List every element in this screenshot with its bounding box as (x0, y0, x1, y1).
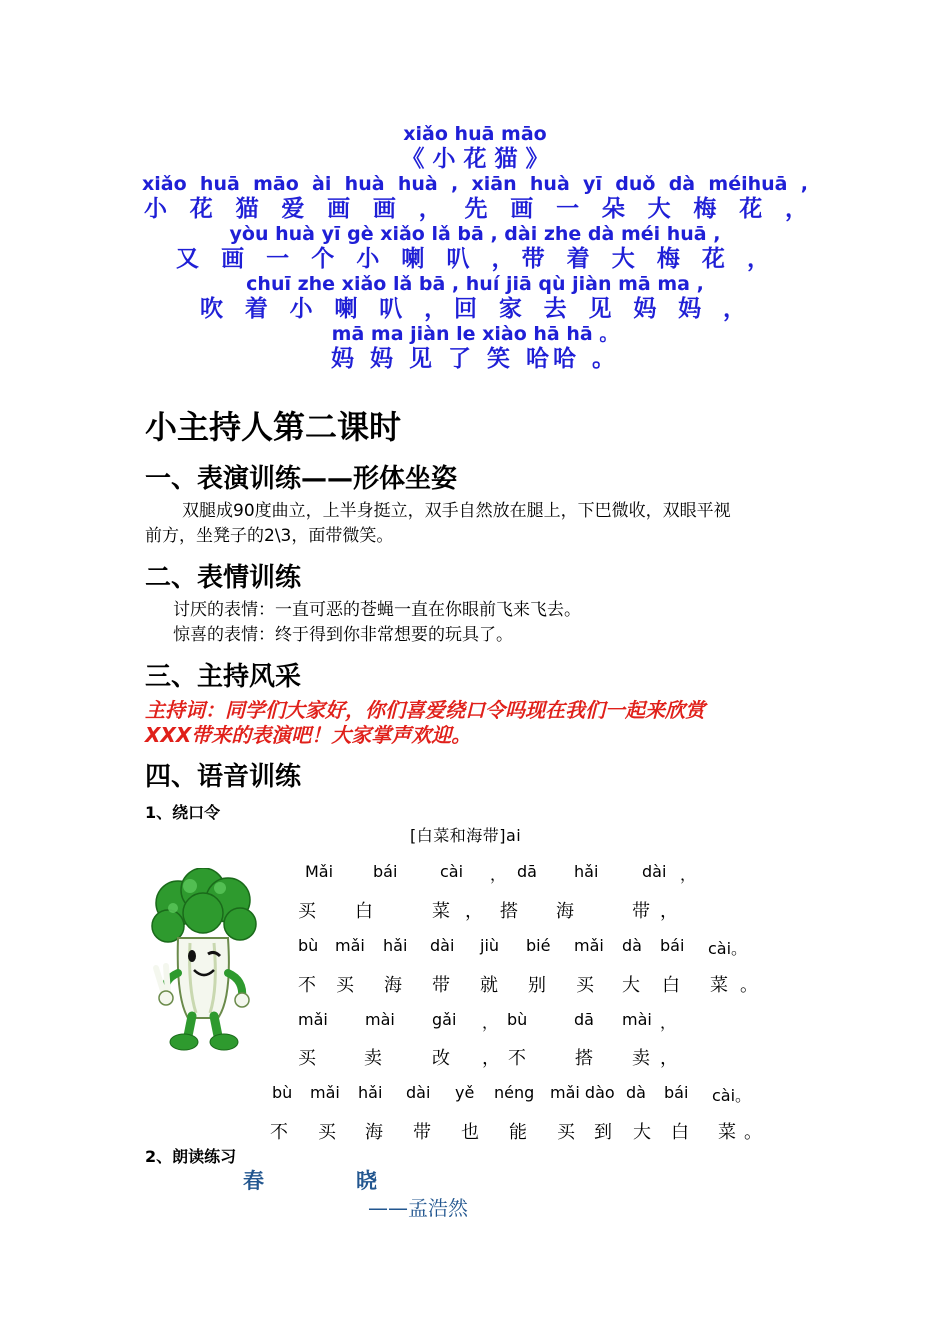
twister-char: 卖 (632, 1048, 650, 1069)
twister-char: 搭 (575, 1048, 593, 1069)
poem-title-pinyin: xiǎo huā māo (403, 123, 547, 145)
host-script-line-2: XXX带来的表演吧！大家掌声欢迎。 (145, 723, 472, 747)
twister-syllable: jiù (480, 936, 500, 955)
twister-char: 海 (556, 901, 574, 922)
twister-char: 买 (298, 1048, 316, 1069)
twister-char: 就 (480, 975, 498, 996)
twister-syllable: dài (406, 1083, 431, 1102)
twister-syllable: bù (298, 936, 319, 955)
cabbage-mascot-illustration (148, 868, 258, 1054)
twister-char: 买 (336, 975, 354, 996)
twister-syllable: néng (494, 1083, 535, 1102)
twister-char: 菜 (718, 1122, 736, 1143)
twister-syllable: cài (440, 862, 464, 881)
twister-char: 。 (740, 975, 758, 996)
section-2-heading: 二、表情训练 (145, 563, 302, 593)
twister-syllable: mài (622, 1010, 652, 1029)
twister-char: 买 (298, 901, 316, 922)
twister-char: 买 (318, 1122, 336, 1143)
twister-char: 别 (528, 975, 546, 996)
twister-char: ， (465, 901, 483, 922)
twister-char: 大 (622, 975, 640, 996)
twister-syllable: bù (507, 1010, 528, 1029)
section-1-line-2: 前方，坐凳子的2\3，面带微笑。 (145, 526, 394, 546)
twister-syllable: hǎi (574, 862, 599, 881)
tongue-twister-label: 1、绕口令 (145, 803, 221, 822)
section-1-heading: 一、表演训练——形体坐姿 (145, 464, 458, 494)
twister-syllable: gǎi (432, 1010, 457, 1029)
twister-char: ， (482, 1048, 500, 1069)
twister-char: 也 (461, 1122, 479, 1143)
twister-char: ， (660, 1048, 678, 1069)
poem-block (140, 122, 810, 372)
poem-hanzi-4: 妈 妈 见 了 笑 哈哈 。 (330, 346, 620, 372)
twister-syllable: hǎi (383, 936, 408, 955)
poem-title: 《 小 花 猫 》 (401, 146, 549, 172)
twister-syllable: hǎi (358, 1083, 383, 1102)
twister-syllable: bái (664, 1083, 689, 1102)
twister-char: 不 (508, 1048, 526, 1069)
twister-char: 不 (298, 975, 316, 996)
twister-char: 卖 (364, 1048, 382, 1069)
section-2-line-2: 惊喜的表情：终于得到你非常想要的玩具了。 (173, 625, 513, 645)
twister-char: ， (660, 901, 678, 922)
twister-syllable: ， (490, 865, 507, 884)
twister-char: 搭 (500, 901, 518, 922)
twister-syllable: mǎi (310, 1083, 340, 1102)
twister-char: 带 (632, 901, 650, 922)
twister-syllable: mǎi (574, 936, 604, 955)
poem-hanzi-2: 又 画 一 个 小 喇 叭 ，带 着 大 梅 花 ， (176, 246, 770, 272)
twister-char: 海 (365, 1122, 383, 1143)
twister-syllable: mǎi dào (550, 1083, 615, 1102)
twister-char: 菜 (432, 901, 450, 922)
poem-hanzi-3: 吹 着 小 喇 叭 ，回 家 去 见 妈 妈 ， (200, 296, 746, 322)
reading-title-char-1: 春 (243, 1169, 264, 1193)
twister-syllable: mǎi (335, 936, 365, 955)
twister-char: 带 (432, 975, 450, 996)
twister-char: 能 (509, 1122, 527, 1143)
poem-pinyin-2: yòu huà yī gè xiǎo lǎ bā , dài zhe dà méi huā , (229, 223, 721, 245)
twister-char: 白 (355, 901, 373, 922)
twister-syllable: mǎi (298, 1010, 328, 1029)
twister-syllable: cài。 (708, 939, 748, 958)
twister-char: 海 (384, 975, 402, 996)
twister-char: 买 (557, 1122, 575, 1143)
twister-syllable: yě (455, 1083, 475, 1102)
poem-hanzi-1: 小 花 猫 爱 画 画 ， 先 画 一 朵 大 梅 花 ， (144, 196, 808, 222)
twister-char: 大 (633, 1122, 651, 1143)
twister-syllable: mài (365, 1010, 395, 1029)
poem-pinyin-3: chuī zhe xiǎo lǎ bā , huí jiā qù jiàn mā ma , (246, 273, 704, 295)
twister-char: 菜 (710, 975, 728, 996)
twister-char: 改 (432, 1048, 450, 1069)
reading-title-char-2: 晓 (356, 1169, 377, 1193)
section-4-heading: 四、语音训练 (145, 762, 302, 792)
twister-syllable: Mǎi (305, 862, 334, 881)
twister-syllable: dài (642, 862, 667, 881)
twister-syllable: bié (526, 936, 551, 955)
twister-char: 。 (744, 1122, 762, 1143)
twister-char: 白 (662, 975, 680, 996)
twister-char: 到 (594, 1122, 612, 1143)
reading-practice-label: 2、朗读练习 (145, 1147, 237, 1166)
twister-syllable: dā (517, 862, 537, 881)
twister-syllable: ， (482, 1013, 499, 1032)
twister-syllable: dà (626, 1083, 646, 1102)
twister-char: 白 (671, 1122, 689, 1143)
twister-syllable: dā (574, 1010, 594, 1029)
section-1-line-1: 双腿成90度曲立，上半身挺立，双手自然放在腿上，下巴微收，双眼平视 (182, 501, 731, 521)
twister-syllable: ， (660, 1013, 677, 1032)
poem-pinyin-1: xiǎo huā māo ài huà huà , xiān huà yī duǒ dà méihuā , (142, 173, 808, 195)
poem-pinyin-4: mā ma jiàn le xiào hā hā 。 (331, 323, 619, 345)
twister-char: 不 (270, 1122, 288, 1143)
twister-char: 买 (576, 975, 594, 996)
twister-syllable: dài (430, 936, 455, 955)
lesson-title: 小主持人第二课时 (145, 408, 402, 446)
section-3-heading: 三、主持风采 (145, 662, 302, 692)
twister-char: 带 (413, 1122, 431, 1143)
twister-syllable: ， (680, 865, 697, 884)
host-script-line-1: 主持词：同学们大家好，你们喜爱绕口令吗现在我们一起来欣赏 (145, 698, 705, 722)
twister-syllable: cài。 (712, 1086, 752, 1105)
twister-syllable: dà (622, 936, 642, 955)
section-2-line-1: 讨厌的表情：一直可恶的苍蝇一直在你眼前飞来飞去。 (173, 600, 581, 620)
twister-syllable: bái (660, 936, 685, 955)
reading-author: ——孟浩然 (368, 1196, 468, 1220)
twister-syllable: bù (272, 1083, 293, 1102)
twister-syllable: bái (373, 862, 398, 881)
tongue-twister-title: [白菜和海带]ai (410, 826, 522, 845)
